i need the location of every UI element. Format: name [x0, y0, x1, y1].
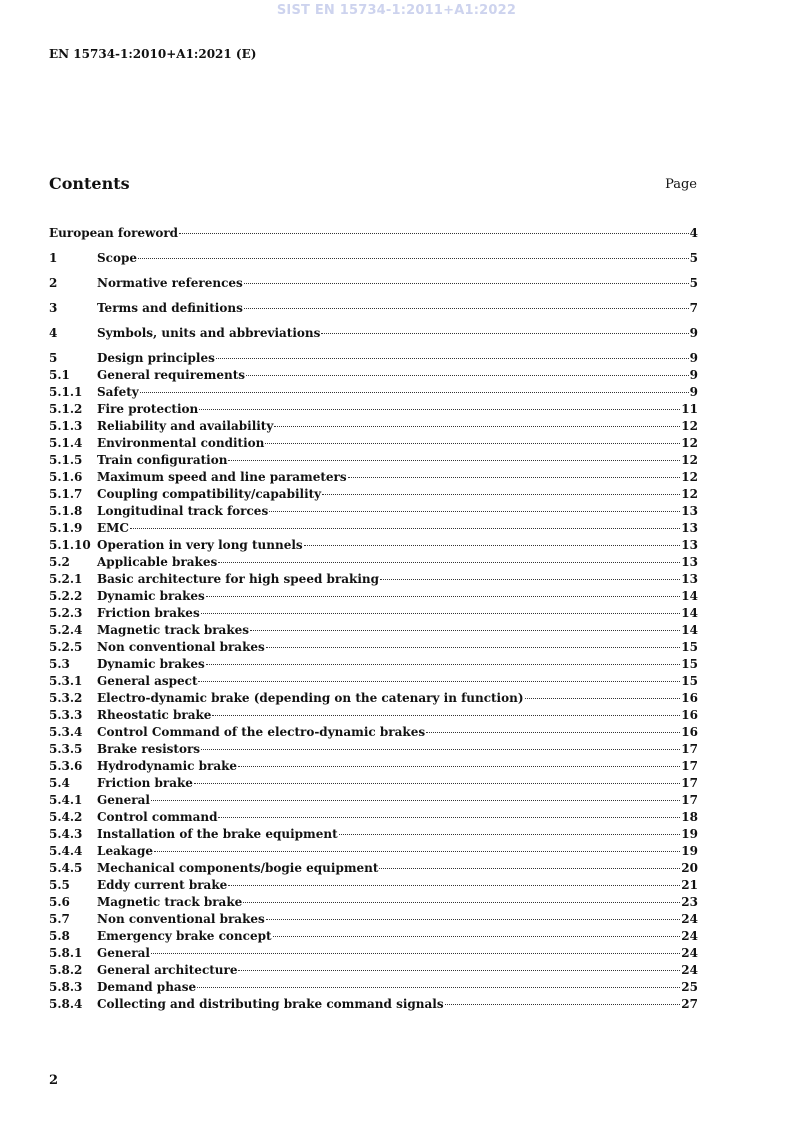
- toc-entry[interactable]: [49, 928, 698, 945]
- toc-entry-page: 7: [689, 301, 698, 315]
- toc-entry-number: 5.4: [49, 776, 70, 790]
- toc-entry-page: 12: [681, 419, 698, 433]
- toc-entry-title: Eddy current brake: [97, 878, 228, 892]
- toc-entry[interactable]: [49, 741, 698, 758]
- toc-entry-number: 5.3.6: [49, 759, 83, 773]
- toc-entry-title: Rheostatic brake: [97, 708, 212, 722]
- toc-entry[interactable]: [49, 962, 698, 979]
- toc-dot-leader: [228, 884, 680, 886]
- toc-entry-title: Design principles: [97, 351, 215, 365]
- toc-entry-number: 5.1.7: [49, 487, 83, 501]
- toc-entry-page: 15: [681, 674, 698, 688]
- toc-entry[interactable]: [49, 418, 698, 435]
- toc-entry-page: 24: [681, 912, 698, 926]
- toc-entry[interactable]: [49, 350, 698, 367]
- toc-dot-leader: [273, 935, 681, 937]
- toc-entry[interactable]: [49, 571, 698, 588]
- toc-entry[interactable]: [49, 435, 698, 452]
- toc-dot-leader: [266, 918, 681, 920]
- toc-entry-page: 17: [681, 759, 698, 773]
- toc-entry-title: Demand phase: [97, 980, 197, 994]
- toc-entry[interactable]: [49, 639, 698, 656]
- toc-entry[interactable]: [49, 384, 698, 401]
- toc-dot-leader: [339, 833, 681, 835]
- toc-entry-number: 5.2.4: [49, 623, 83, 637]
- toc-entry-number: 1: [49, 251, 58, 265]
- toc-dot-leader: [321, 332, 688, 334]
- toc-entry[interactable]: [49, 894, 698, 911]
- toc-dot-leader: [379, 867, 680, 869]
- toc-entry-title: Emergency brake concept: [97, 929, 272, 943]
- toc-entry-title: General: [97, 793, 150, 807]
- toc-dot-leader: [216, 357, 689, 359]
- toc-entry-title: Longitudinal track forces: [97, 504, 269, 518]
- toc-entry-page: 13: [681, 572, 698, 586]
- toc-entry-title: Reliability and availability: [97, 419, 274, 433]
- toc-entry-title: Maximum speed and line parameters: [97, 470, 347, 484]
- toc-entry-page: 12: [681, 453, 698, 467]
- toc-dot-leader: [266, 646, 681, 648]
- toc-dot-leader: [201, 612, 681, 614]
- contents-heading: Contents: [49, 174, 130, 193]
- toc-entry-number: 5.2.5: [49, 640, 83, 654]
- toc-dot-leader: [194, 782, 680, 784]
- toc-entry-page: 24: [681, 929, 698, 943]
- toc-entry-page: 16: [681, 725, 698, 739]
- toc-entry-number: 3: [49, 301, 58, 315]
- toc-entry[interactable]: [49, 877, 698, 894]
- toc-entry-title: Dynamic brakes: [97, 657, 205, 671]
- toc-entry-number: 5.8.4: [49, 997, 83, 1011]
- toc-dot-leader: [265, 442, 680, 444]
- toc-entry[interactable]: [49, 225, 698, 242]
- toc-entry[interactable]: [49, 843, 698, 860]
- toc-entry-number: 5.8.1: [49, 946, 83, 960]
- toc-entry-title: General requirements: [97, 368, 246, 382]
- toc-entry[interactable]: [49, 588, 698, 605]
- toc-entry-number: 5.5: [49, 878, 70, 892]
- toc-entry[interactable]: [49, 690, 698, 707]
- toc-entry-number: 5.1.4: [49, 436, 83, 450]
- toc-entry[interactable]: [49, 860, 698, 877]
- toc-entry-title: Basic architecture for high speed braking: [97, 572, 379, 586]
- toc-entry-page: 19: [681, 827, 698, 841]
- toc-dot-leader: [206, 595, 680, 597]
- toc-entry-title: Terms and definitions: [97, 301, 243, 315]
- toc-entry[interactable]: [49, 996, 698, 1013]
- toc-entry-number: 5.6: [49, 895, 70, 909]
- toc-entry[interactable]: [49, 537, 698, 554]
- toc-dot-leader: [151, 952, 680, 954]
- toc-entry-title: General architecture: [97, 963, 238, 977]
- toc-entry-title: Fire protection: [97, 402, 199, 416]
- toc-entry-number: 5.8.2: [49, 963, 83, 977]
- toc-entry-title: Non conventional brakes: [97, 912, 265, 926]
- toc-entry-title: Dynamic brakes: [97, 589, 205, 603]
- toc-entry-number: 5.4.4: [49, 844, 83, 858]
- toc-entry-page: 13: [681, 555, 698, 569]
- toc-entry-number: 5.1.1: [49, 385, 83, 399]
- toc-entry-number: 5.1.3: [49, 419, 83, 433]
- toc-entry[interactable]: [49, 520, 698, 537]
- toc-entry-number: 5.8: [49, 929, 70, 943]
- toc-entry-title: Magnetic track brakes: [97, 623, 250, 637]
- toc-entry-number: 5.3.1: [49, 674, 83, 688]
- toc-dot-leader: [274, 425, 680, 427]
- toc-entry-title: General: [97, 946, 150, 960]
- toc-entry-title: Non conventional brakes: [97, 640, 265, 654]
- toc-entry-title: Symbols, units and abbreviations: [97, 326, 321, 340]
- toc-dot-leader: [206, 663, 680, 665]
- toc-entry-page: 18: [681, 810, 698, 824]
- toc-entry-number: 5.2.2: [49, 589, 83, 603]
- toc-entry[interactable]: [49, 554, 698, 571]
- toc-entry-number: 5.3.2: [49, 691, 83, 705]
- toc-entry-number: 5.3.5: [49, 742, 83, 756]
- toc-dot-leader: [238, 765, 680, 767]
- toc-dot-leader: [218, 561, 680, 563]
- toc-entry-number: 5.4.1: [49, 793, 83, 807]
- toc-entry-page: 9: [689, 385, 698, 399]
- toc-entry-page: 5: [689, 251, 698, 265]
- toc-entry[interactable]: [49, 250, 698, 267]
- toc-entry-title: Safety: [97, 385, 139, 399]
- toc-entry-title: Friction brake: [97, 776, 193, 790]
- toc-entry-title: Coupling compatibility/capability: [97, 487, 322, 501]
- toc-entry[interactable]: [49, 275, 698, 292]
- toc-dot-leader: [151, 799, 680, 801]
- toc-entry-title: Normative references: [97, 276, 243, 290]
- toc-entry[interactable]: [49, 792, 698, 809]
- toc-dot-leader: [179, 232, 689, 234]
- toc-dot-leader: [197, 986, 680, 988]
- toc-entry-title: Magnetic track brake: [97, 895, 243, 909]
- toc-entry-title: Scope: [97, 251, 138, 265]
- toc-dot-leader: [445, 1003, 681, 1005]
- toc-entry-page: 12: [681, 470, 698, 484]
- toc-entry[interactable]: [49, 367, 698, 384]
- toc-entry-number: 5.1.6: [49, 470, 83, 484]
- toc-entry-page: 17: [681, 793, 698, 807]
- toc-dot-leader: [201, 748, 680, 750]
- table-of-contents: [49, 225, 698, 1013]
- toc-entry[interactable]: [49, 724, 698, 741]
- toc-entry[interactable]: [49, 809, 698, 826]
- toc-entry-number: 5.2: [49, 555, 70, 569]
- toc-dot-leader: [244, 307, 689, 309]
- toc-entry-number: 5.2.3: [49, 606, 83, 620]
- toc-entry-number: 5.4.3: [49, 827, 83, 841]
- toc-entry-page: 20: [681, 861, 698, 875]
- toc-entry-page: 23: [681, 895, 698, 909]
- toc-entry-page: 9: [689, 326, 698, 340]
- toc-dot-leader: [246, 374, 689, 376]
- toc-dot-leader: [228, 459, 680, 461]
- toc-entry-number: 2: [49, 276, 58, 290]
- toc-dot-leader: [380, 578, 680, 580]
- toc-dot-leader: [218, 816, 680, 818]
- toc-entry-number: 5.8.3: [49, 980, 83, 994]
- toc-entry-number: 5.4.5: [49, 861, 83, 875]
- toc-entry-title: Hydrodynamic brake: [97, 759, 238, 773]
- toc-dot-leader: [250, 629, 680, 631]
- toc-entry-page: 27: [681, 997, 698, 1011]
- toc-dot-leader: [322, 493, 680, 495]
- toc-entry-title: Installation of the brake equipment: [97, 827, 338, 841]
- toc-entry[interactable]: [49, 469, 698, 486]
- watermark: SIST EN 15734-1:2011+A1:2022: [276, 3, 517, 18]
- toc-entry-page: 16: [681, 708, 698, 722]
- toc-entry-page: 12: [681, 436, 698, 450]
- toc-entry-page: 13: [681, 538, 698, 552]
- toc-dot-leader: [243, 901, 680, 903]
- document-identifier: EN 15734-1:2010+A1:2021 (E): [49, 47, 257, 61]
- toc-entry[interactable]: [49, 673, 698, 690]
- toc-entry-number: 5: [49, 351, 58, 365]
- toc-entry[interactable]: [49, 452, 698, 469]
- toc-dot-leader: [198, 680, 680, 682]
- toc-entry-page: 14: [681, 606, 698, 620]
- toc-entry-page: 19: [681, 844, 698, 858]
- toc-entry-page: 15: [681, 657, 698, 671]
- toc-entry-number: 5.7: [49, 912, 70, 926]
- toc-entry-page: 9: [689, 368, 698, 382]
- toc-entry-title: European foreword: [49, 226, 179, 240]
- toc-entry[interactable]: [49, 325, 698, 342]
- toc-dot-leader: [525, 697, 681, 699]
- toc-entry-title: Control Command of the electro-dynamic brakes: [97, 725, 426, 739]
- toc-entry-page: 15: [681, 640, 698, 654]
- toc-entry-title: General aspect: [97, 674, 198, 688]
- toc-dot-leader: [138, 257, 689, 259]
- toc-entry-page: 14: [681, 589, 698, 603]
- toc-entry-page: 17: [681, 776, 698, 790]
- toc-entry[interactable]: [49, 911, 698, 928]
- toc-entry[interactable]: [49, 656, 698, 673]
- toc-entry-number: 5.1.2: [49, 402, 83, 416]
- toc-entry-page: 24: [681, 946, 698, 960]
- toc-entry[interactable]: [49, 758, 698, 775]
- toc-entry[interactable]: [49, 775, 698, 792]
- toc-entry-page: 13: [681, 521, 698, 535]
- toc-entry-title: Operation in very long tunnels: [97, 538, 303, 552]
- toc-entry-number: 5.1.5: [49, 453, 83, 467]
- toc-entry-title: Leakage: [97, 844, 153, 858]
- toc-entry-number: 5.1.9: [49, 521, 83, 535]
- toc-entry-page: 9: [689, 351, 698, 365]
- toc-entry-page: 24: [681, 963, 698, 977]
- toc-entry-number: 5.1.8: [49, 504, 83, 518]
- toc-entry-number: 5.3.4: [49, 725, 83, 739]
- toc-dot-leader: [244, 282, 689, 284]
- toc-entry-title: Mechanical components/bogie equipment: [97, 861, 379, 875]
- toc-entry-title: Train configuration: [97, 453, 228, 467]
- toc-entry-page: 4: [689, 226, 698, 240]
- toc-dot-leader: [130, 527, 680, 529]
- toc-entry[interactable]: [49, 622, 698, 639]
- toc-entry-page: 11: [681, 402, 698, 416]
- toc-entry-number: 4: [49, 326, 58, 340]
- toc-entry[interactable]: [49, 979, 698, 996]
- toc-dot-leader: [238, 969, 680, 971]
- toc-dot-leader: [304, 544, 681, 546]
- toc-entry-page: 13: [681, 504, 698, 518]
- toc-dot-leader: [212, 714, 680, 716]
- toc-entry[interactable]: [49, 826, 698, 843]
- toc-entry[interactable]: [49, 503, 698, 520]
- toc-entry-number: 5.4.2: [49, 810, 83, 824]
- toc-entry-page: 12: [681, 487, 698, 501]
- toc-entry-page: 17: [681, 742, 698, 756]
- toc-entry-title: Control command: [97, 810, 218, 824]
- toc-dot-leader: [426, 731, 680, 733]
- toc-entry-number: 5.2.1: [49, 572, 83, 586]
- toc-entry[interactable]: [49, 707, 698, 724]
- toc-entry-number: 5.1: [49, 368, 70, 382]
- toc-entry-number: 5.3: [49, 657, 70, 671]
- toc-entry-title: Brake resistors: [97, 742, 201, 756]
- toc-entry-page: 14: [681, 623, 698, 637]
- toc-entry[interactable]: [49, 605, 698, 622]
- toc-entry-page: 16: [681, 691, 698, 705]
- toc-entry-title: Applicable brakes: [97, 555, 218, 569]
- toc-entry[interactable]: [49, 945, 698, 962]
- toc-entry-page: 5: [689, 276, 698, 290]
- page-column-label: Page: [665, 177, 697, 192]
- toc-entry[interactable]: [49, 300, 698, 317]
- footer-page-number: 2: [49, 1073, 59, 1088]
- toc-entry-number: 5.3.3: [49, 708, 83, 722]
- toc-dot-leader: [199, 408, 680, 410]
- toc-entry-title: Collecting and distributing brake command signals: [97, 997, 444, 1011]
- toc-dot-leader: [154, 850, 680, 852]
- toc-entry-number: 5.1.10: [49, 538, 91, 552]
- toc-dot-leader: [269, 510, 680, 512]
- toc-entry[interactable]: [49, 486, 698, 503]
- toc-entry-title: Electro-dynamic brake (depending on the catenary in function): [97, 691, 524, 705]
- toc-entry-title: Environmental condition: [97, 436, 265, 450]
- toc-entry-title: EMC: [97, 521, 129, 535]
- toc-entry[interactable]: [49, 401, 698, 418]
- toc-dot-leader: [140, 391, 689, 393]
- toc-entry-title: Friction brakes: [97, 606, 200, 620]
- toc-dot-leader: [348, 476, 681, 478]
- toc-entry-page: 25: [681, 980, 698, 994]
- toc-entry-page: 21: [681, 878, 698, 892]
